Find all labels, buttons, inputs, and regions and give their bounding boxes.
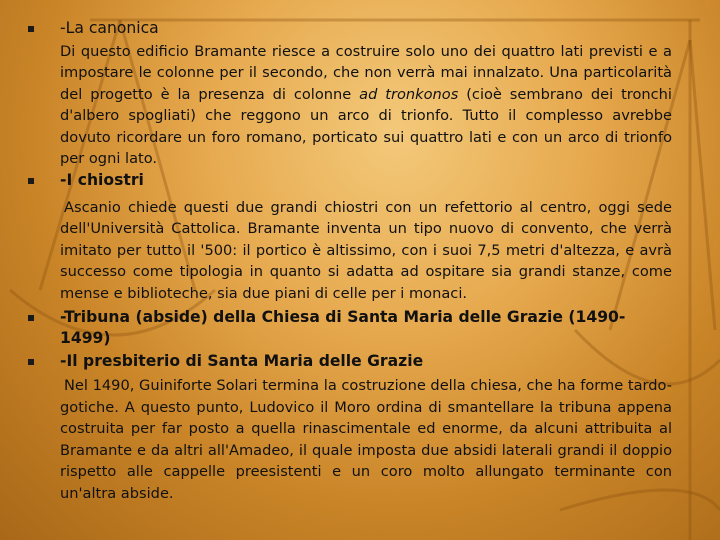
- item-body: [60, 41, 672, 171]
- item-heading: -I chiostri: [60, 171, 144, 190]
- bullet-icon: [28, 178, 34, 184]
- item-heading: -Tribuna (abside) della Chiesa di Santa Maria delle Grazie (1490-1499): [60, 307, 626, 347]
- bullet-icon: [28, 315, 34, 321]
- bullet-list: [28, 18, 672, 505]
- body-text-italic: ad tronkonos: [359, 85, 459, 103]
- bullet-icon: [28, 26, 34, 32]
- item-heading: -Il presbiterio di Santa Maria delle Grazie: [60, 351, 424, 370]
- bullet-icon: [28, 359, 34, 365]
- list-item: [28, 307, 672, 349]
- item-heading: -La canonica: [60, 19, 159, 37]
- list-item: [28, 18, 672, 170]
- item-body: Ascanio chiede questi due grandi chiostri con un refettorio al centro, oggi sede dell'Università Cattolica. Bramante inventa un tipo nuovo di convento, che verrà imitato per tutto il '500: il portico è altissimo, con i suoi 7,5 metri d'altezza, e avrà successo come tipologia in quanto si adatta ad ospitare sia grandi stanze, come mense e biblioteche, sia due piani di celle per i monaci.: [60, 198, 672, 302]
- item-body: Nel 1490, Guiniforte Solari termina la costruzione della chiesa, che ha forme tardo-gotiche. A questo punto, Ludovico il Moro ordina di smantellare la tribuna appena costruita per far posto a quella rinascimentale ed enorme, da alcuni attribuita al Bramante e da altri all'Amadeo, il quale imposta due absidi laterali grandi il doppio rispetto alle cappelle preesistenti e un coro molto allungato terminante con un'altra abside.: [60, 377, 672, 502]
- body-text-part: Di questo edificio Bramante riesce a costruire solo uno dei quattro lati previsti e a impostare le colonne per il secondo, che non verrà mai innalzato. Una particolarità del progetto è la presenza di colonne: [60, 42, 672, 103]
- list-item: [28, 170, 672, 304]
- body-text-part: (cioè sembrano dei tronchi d'albero spogliati) che reggono un arco di trionfo. Tutto il complesso avrebbe dovuto ricordare un foro romano, porticato sui quattro lati e con un arco di trionfo per ogni lato.: [60, 85, 672, 168]
- list-item: [28, 351, 672, 505]
